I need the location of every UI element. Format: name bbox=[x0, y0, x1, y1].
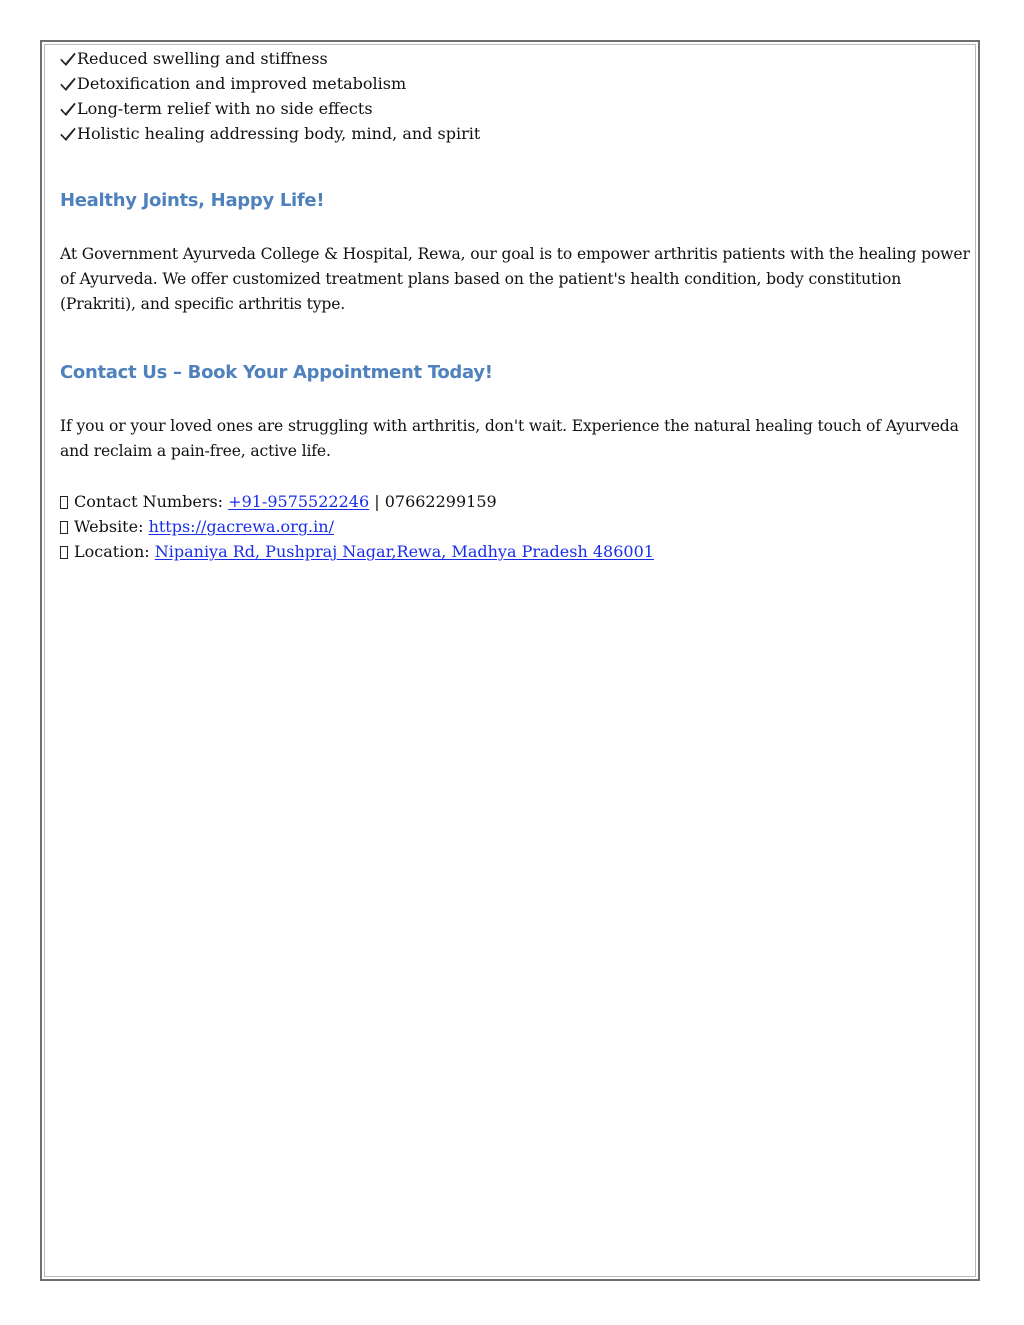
website-link[interactable]: https://gacrewa.org.in/ bbox=[148, 516, 334, 536]
benefit-text: Long-term relief with no side effects bbox=[77, 99, 373, 118]
website-label: Website: bbox=[74, 516, 144, 536]
location-line bbox=[60, 539, 975, 564]
document-content bbox=[60, 46, 975, 564]
healthy-joints-heading: Healthy Joints, Happy Life! bbox=[60, 190, 325, 211]
benefit-item bbox=[60, 96, 975, 121]
contact-heading: Contact Us – Book Your Appointment Today! bbox=[60, 362, 493, 384]
benefit-text: Reduced swelling and stiffness bbox=[77, 49, 328, 68]
phone-label: Contact Numbers: bbox=[74, 491, 224, 511]
contact-details bbox=[60, 489, 975, 564]
healthy-joints-paragraph: At Government Ayurveda College & Hospital, Rewa, our goal is to empower arthritis patients with the healing power of Ayurveda. We offer customized treatment plans based on the patient's health condition, body constitution (Prakriti), and specific arthritis type. bbox=[60, 245, 970, 313]
phone-icon bbox=[60, 496, 68, 509]
check-icon bbox=[60, 76, 76, 92]
contact-numbers-line bbox=[60, 489, 975, 514]
contact-paragraph: If you or your loved ones are struggling with arthritis, don't wait. Experience the natural healing touch of Ayurveda and reclaim a pain-free, active life. bbox=[60, 417, 959, 461]
location-pin-icon bbox=[60, 546, 68, 559]
check-icon bbox=[60, 126, 76, 142]
phone-separator: | bbox=[374, 491, 380, 511]
website-line bbox=[60, 514, 975, 539]
check-icon bbox=[60, 101, 76, 117]
phone-primary-link[interactable]: +91-9575522246 bbox=[228, 491, 370, 511]
benefits-list bbox=[60, 46, 975, 146]
benefit-item bbox=[60, 46, 975, 71]
location-label: Location: bbox=[74, 541, 150, 561]
benefit-item bbox=[60, 71, 975, 96]
benefit-item bbox=[60, 121, 975, 146]
check-icon bbox=[60, 51, 76, 67]
benefit-text: Detoxification and improved metabolism bbox=[77, 74, 407, 93]
benefit-text: Holistic healing addressing body, mind, and spirit bbox=[77, 124, 481, 143]
phone-secondary: 07662299159 bbox=[384, 491, 497, 511]
globe-icon bbox=[60, 521, 68, 534]
location-link[interactable]: Nipaniya Rd, Pushpraj Nagar,Rewa, Madhya Pradesh 486001 bbox=[154, 541, 654, 561]
